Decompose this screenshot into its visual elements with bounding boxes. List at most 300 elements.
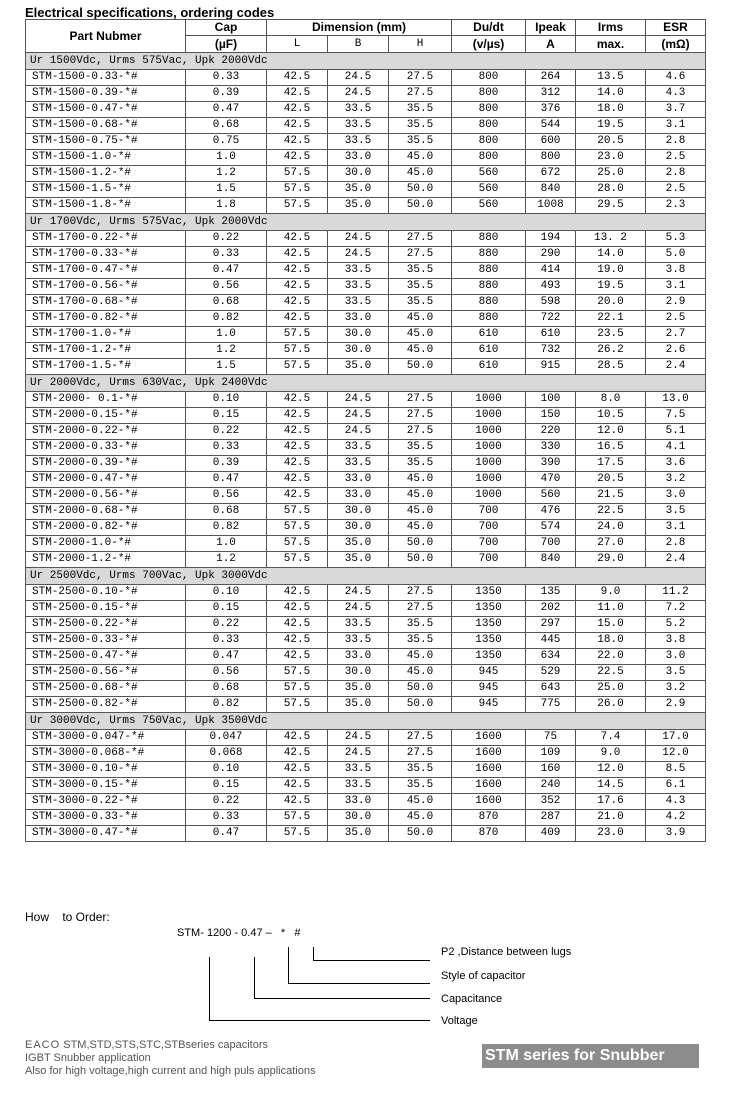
width-cell: 30.0 [328,810,389,826]
brand-logo: EACO [25,1039,61,1051]
style-connector-vertical [288,947,289,983]
height-cell: 50.0 [389,552,452,568]
table-row [26,263,706,279]
ipeak-cell: 493 [526,279,576,295]
ipeak-cell: 445 [526,633,576,649]
length-cell: 42.5 [267,279,328,295]
cap-cell: 0.47 [186,649,267,665]
irms-cell: 16.5 [576,440,646,456]
irms-cell: 28.0 [576,182,646,198]
irms-cell: 14.0 [576,86,646,102]
length-cell: 57.5 [267,504,328,520]
length-cell: 42.5 [267,794,328,810]
header-b: B [328,36,389,53]
irms-cell: 29.5 [576,198,646,214]
width-cell: 33.5 [328,279,389,295]
dudt-cell: 870 [452,810,526,826]
width-cell: 24.5 [328,585,389,601]
cap-cell: 0.15 [186,408,267,424]
part-number-cell: STM-3000-0.068-*# [26,746,186,762]
height-cell: 45.0 [389,472,452,488]
esr-cell: 5.3 [646,231,706,247]
dudt-cell: 560 [452,166,526,182]
ipeak-cell: 287 [526,810,576,826]
irms-cell: 19.5 [576,279,646,295]
part-number-cell: STM-1500-0.47-*# [26,102,186,118]
part-number-cell: STM-2000-1.2-*# [26,552,186,568]
dudt-cell: 1350 [452,633,526,649]
section-header-row [26,713,706,730]
table-row [26,198,706,214]
footer-line-usage: Also for high voltage,high current and high puls applications [25,1065,316,1077]
esr-cell: 3.8 [646,263,706,279]
height-cell: 35.5 [389,279,452,295]
irms-cell: 14.0 [576,247,646,263]
cap-cell: 0.68 [186,118,267,134]
length-cell: 57.5 [267,520,328,536]
part-number-cell: STM-1700-0.22-*# [26,231,186,247]
label-capacitance: Capacitance [441,993,503,1005]
height-cell: 45.0 [389,327,452,343]
dudt-cell: 800 [452,134,526,150]
table-row [26,440,706,456]
ipeak-cell: 194 [526,231,576,247]
cap-cell: 0.22 [186,424,267,440]
ipeak-cell: 775 [526,697,576,713]
length-cell: 42.5 [267,102,328,118]
footer-series-text: STM,STD,STS,STC,STBseries capacitors [60,1039,269,1051]
width-cell: 35.0 [328,552,389,568]
cap-cell: 0.15 [186,601,267,617]
dudt-cell: 610 [452,327,526,343]
height-cell: 35.5 [389,295,452,311]
part-number-cell: STM-3000-0.33-*# [26,810,186,826]
height-cell: 27.5 [389,730,452,746]
section-label: Ur 1700Vdc, Urms 575Vac, Upk 2000Vdc [26,214,706,231]
width-cell: 33.5 [328,263,389,279]
dudt-cell: 880 [452,231,526,247]
header-dudt-unit: (v/µs) [452,36,526,53]
footer-line-application: IGBT Snubber application [25,1052,151,1064]
table-row [26,585,706,601]
esr-cell: 2.9 [646,295,706,311]
cap-cell: 0.68 [186,681,267,697]
ipeak-cell: 150 [526,408,576,424]
table-row [26,633,706,649]
height-cell: 35.5 [389,778,452,794]
height-cell: 27.5 [389,746,452,762]
esr-cell: 7.2 [646,601,706,617]
cap-cell: 0.47 [186,472,267,488]
irms-cell: 20.5 [576,134,646,150]
ipeak-cell: 297 [526,617,576,633]
length-cell: 42.5 [267,424,328,440]
length-cell: 42.5 [267,488,328,504]
table-row [26,665,706,681]
length-cell: 57.5 [267,681,328,697]
irms-cell: 29.0 [576,552,646,568]
length-cell: 42.5 [267,633,328,649]
cap-cell: 0.56 [186,279,267,295]
part-number-cell: STM-1500-1.5-*# [26,182,186,198]
height-cell: 27.5 [389,247,452,263]
table-row [26,472,706,488]
width-cell: 24.5 [328,86,389,102]
height-cell: 50.0 [389,182,452,198]
width-cell: 30.0 [328,343,389,359]
voltage-connector-vertical [209,957,210,1020]
length-cell: 42.5 [267,762,328,778]
length-cell: 42.5 [267,86,328,102]
width-cell: 33.0 [328,488,389,504]
esr-cell: 2.4 [646,552,706,568]
length-cell: 42.5 [267,456,328,472]
cap-cell: 0.39 [186,86,267,102]
length-cell: 57.5 [267,343,328,359]
series-banner: STM series for Snubber [482,1044,699,1068]
dudt-cell: 1000 [452,488,526,504]
dudt-cell: 880 [452,247,526,263]
dudt-cell: 1350 [452,585,526,601]
header-l: L [267,36,328,53]
width-cell: 24.5 [328,70,389,86]
esr-cell: 3.5 [646,504,706,520]
dudt-cell: 945 [452,665,526,681]
part-number-cell: STM-1700-0.33-*# [26,247,186,263]
dudt-cell: 1000 [452,456,526,472]
irms-cell: 12.0 [576,424,646,440]
ipeak-cell: 135 [526,585,576,601]
width-cell: 35.0 [328,697,389,713]
dudt-cell: 800 [452,118,526,134]
dudt-cell: 700 [452,552,526,568]
esr-cell: 2.4 [646,359,706,375]
height-cell: 35.5 [389,762,452,778]
irms-cell: 26.0 [576,697,646,713]
dudt-cell: 1000 [452,408,526,424]
esr-cell: 2.6 [646,343,706,359]
height-cell: 35.5 [389,617,452,633]
length-cell: 42.5 [267,263,328,279]
ipeak-cell: 470 [526,472,576,488]
esr-cell: 3.2 [646,472,706,488]
irms-cell: 7.4 [576,730,646,746]
ipeak-cell: 476 [526,504,576,520]
width-cell: 33.5 [328,440,389,456]
width-cell: 24.5 [328,746,389,762]
part-number-cell: STM-2000-0.47-*# [26,472,186,488]
dudt-cell: 560 [452,182,526,198]
esr-cell: 13.0 [646,392,706,408]
width-cell: 33.5 [328,102,389,118]
dudt-cell: 1350 [452,617,526,633]
header-ipeak-unit: A [526,36,576,53]
length-cell: 57.5 [267,198,328,214]
esr-cell: 6.1 [646,778,706,794]
part-number-cell: STM-2000- 0.1-*# [26,392,186,408]
irms-cell: 27.0 [576,536,646,552]
dudt-cell: 945 [452,697,526,713]
length-cell: 57.5 [267,826,328,842]
irms-cell: 28.5 [576,359,646,375]
header-irms-unit: max. [576,36,646,53]
cap-cell: 0.33 [186,633,267,649]
cap-cell: 0.10 [186,392,267,408]
irms-cell: 18.0 [576,633,646,649]
dudt-cell: 1350 [452,649,526,665]
length-cell: 42.5 [267,746,328,762]
table-row [26,343,706,359]
table-row [26,424,706,440]
part-number-cell: STM-2000-0.33-*# [26,440,186,456]
ipeak-cell: 220 [526,424,576,440]
cap-cell: 0.82 [186,697,267,713]
table-row [26,408,706,424]
dudt-cell: 1600 [452,794,526,810]
header-irms: Irms [576,20,646,36]
width-cell: 35.0 [328,198,389,214]
part-number-cell: STM-2500-0.15-*# [26,601,186,617]
dudt-cell: 1600 [452,730,526,746]
length-cell: 57.5 [267,327,328,343]
cap-cell: 0.10 [186,585,267,601]
dudt-cell: 945 [452,681,526,697]
ipeak-cell: 574 [526,520,576,536]
part-number-cell: STM-2500-0.82-*# [26,697,186,713]
height-cell: 35.5 [389,118,452,134]
irms-cell: 22.5 [576,504,646,520]
cap-cell: 1.0 [186,150,267,166]
dudt-cell: 880 [452,295,526,311]
table-row [26,730,706,746]
header-cap: Cap [186,20,267,36]
length-cell: 42.5 [267,295,328,311]
dudt-cell: 1000 [452,424,526,440]
section-label: Ur 2000Vdc, Urms 630Vac, Upk 2400Vdc [26,375,706,392]
cap-cell: 0.33 [186,247,267,263]
width-cell: 24.5 [328,231,389,247]
dudt-cell: 800 [452,102,526,118]
length-cell: 42.5 [267,649,328,665]
table-row [26,697,706,713]
header-cap-unit: (µF) [186,36,267,53]
width-cell: 30.0 [328,327,389,343]
esr-cell: 3.7 [646,102,706,118]
width-cell: 35.0 [328,359,389,375]
length-cell: 57.5 [267,665,328,681]
header-h: H [389,36,452,53]
width-cell: 33.5 [328,762,389,778]
length-cell: 42.5 [267,778,328,794]
order-code-example: STM- 1200 - 0.47 – * # [177,927,301,939]
height-cell: 27.5 [389,585,452,601]
footer-line-series [25,1039,315,1052]
height-cell: 45.0 [389,520,452,536]
esr-cell: 2.5 [646,182,706,198]
irms-cell: 23.5 [576,327,646,343]
cap-cell: 1.2 [186,343,267,359]
irms-cell: 9.0 [576,585,646,601]
label-style: Style of capacitor [441,970,526,982]
ipeak-cell: 800 [526,150,576,166]
cap-cell: 0.39 [186,456,267,472]
style-connector-horizontal [288,983,430,984]
height-cell: 45.0 [389,166,452,182]
length-cell: 42.5 [267,118,328,134]
table-row [26,86,706,102]
part-number-cell: STM-2000-0.82-*# [26,520,186,536]
dudt-cell: 800 [452,150,526,166]
header-ipeak: Ipeak [526,20,576,36]
esr-cell: 2.9 [646,697,706,713]
esr-cell: 4.3 [646,794,706,810]
length-cell: 42.5 [267,408,328,424]
cap-cell: 0.56 [186,488,267,504]
table-row [26,536,706,552]
height-cell: 35.5 [389,134,452,150]
part-number-cell: STM-3000-0.47-*# [26,826,186,842]
width-cell: 33.5 [328,617,389,633]
width-cell: 30.0 [328,665,389,681]
table-row [26,552,706,568]
irms-cell: 17.6 [576,794,646,810]
table-row [26,681,706,697]
part-number-cell: STM-1500-1.0-*# [26,150,186,166]
dudt-cell: 800 [452,86,526,102]
ipeak-cell: 1008 [526,198,576,214]
ipeak-cell: 600 [526,134,576,150]
ipeak-cell: 732 [526,343,576,359]
irms-cell: 21.5 [576,488,646,504]
cap-cell: 0.33 [186,440,267,456]
table-row [26,166,706,182]
table-row [26,295,706,311]
ipeak-cell: 390 [526,456,576,472]
length-cell: 42.5 [267,247,328,263]
height-cell: 35.5 [389,633,452,649]
table-row [26,778,706,794]
cap-cell: 0.82 [186,311,267,327]
dudt-cell: 870 [452,826,526,842]
length-cell: 42.5 [267,617,328,633]
height-cell: 27.5 [389,70,452,86]
p2-connector-horizontal [313,960,430,961]
irms-cell: 20.5 [576,472,646,488]
cap-cell: 1.0 [186,327,267,343]
length-cell: 57.5 [267,182,328,198]
ipeak-cell: 312 [526,86,576,102]
table-row [26,649,706,665]
esr-cell: 2.8 [646,536,706,552]
table-row [26,826,706,842]
height-cell: 50.0 [389,697,452,713]
part-number-cell: STM-2000-0.15-*# [26,408,186,424]
irms-cell: 19.0 [576,263,646,279]
esr-cell: 3.1 [646,118,706,134]
width-cell: 30.0 [328,166,389,182]
table-row [26,504,706,520]
capacitance-connector-vertical [254,957,255,998]
height-cell: 45.0 [389,311,452,327]
part-number-cell: STM-1700-1.2-*# [26,343,186,359]
cap-cell: 0.15 [186,778,267,794]
cap-cell: 0.22 [186,231,267,247]
cap-cell: 0.47 [186,826,267,842]
footer [25,1039,315,1078]
irms-cell: 25.0 [576,681,646,697]
header-esr-unit: (mΩ) [646,36,706,53]
section-header-row [26,53,706,70]
esr-cell: 3.1 [646,520,706,536]
width-cell: 24.5 [328,730,389,746]
table-row [26,392,706,408]
p2-connector-vertical [313,947,314,960]
part-number-cell: STM-2000-0.22-*# [26,424,186,440]
part-number-cell: STM-3000-0.10-*# [26,762,186,778]
cap-cell: 0.47 [186,102,267,118]
table-row [26,746,706,762]
height-cell: 27.5 [389,392,452,408]
height-cell: 45.0 [389,504,452,520]
ipeak-cell: 700 [526,536,576,552]
table-row [26,182,706,198]
ipeak-cell: 643 [526,681,576,697]
dudt-cell: 1000 [452,392,526,408]
cap-cell: 0.33 [186,70,267,86]
length-cell: 42.5 [267,472,328,488]
irms-cell: 26.2 [576,343,646,359]
dudt-cell: 880 [452,279,526,295]
table-row [26,70,706,86]
dudt-cell: 610 [452,343,526,359]
part-number-cell: STM-3000-0.15-*# [26,778,186,794]
height-cell: 27.5 [389,231,452,247]
section-header-row [26,568,706,585]
length-cell: 57.5 [267,536,328,552]
part-number-cell: STM-1500-0.68-*# [26,118,186,134]
height-cell: 27.5 [389,601,452,617]
length-cell: 42.5 [267,585,328,601]
ipeak-cell: 915 [526,359,576,375]
table-row [26,601,706,617]
esr-cell: 2.8 [646,134,706,150]
dudt-cell: 800 [452,70,526,86]
esr-cell: 4.1 [646,440,706,456]
part-number-cell: STM-2500-0.33-*# [26,633,186,649]
header-dimension: Dimension (mm) [267,20,452,36]
width-cell: 24.5 [328,247,389,263]
label-voltage: Voltage [441,1015,478,1027]
part-number-cell: STM-2500-0.68-*# [26,681,186,697]
irms-cell: 24.0 [576,520,646,536]
width-cell: 33.0 [328,472,389,488]
esr-cell: 4.6 [646,70,706,86]
esr-cell: 3.2 [646,681,706,697]
table-row [26,150,706,166]
esr-cell: 11.2 [646,585,706,601]
irms-cell: 23.0 [576,826,646,842]
part-number-cell: STM-1700-0.68-*# [26,295,186,311]
length-cell: 42.5 [267,601,328,617]
section-label: Ur 3000Vdc, Urms 750Vac, Upk 3500Vdc [26,713,706,730]
height-cell: 27.5 [389,86,452,102]
irms-cell: 11.0 [576,601,646,617]
dudt-cell: 700 [452,504,526,520]
part-number-cell: STM-1700-0.56-*# [26,279,186,295]
esr-cell: 2.5 [646,150,706,166]
height-cell: 50.0 [389,536,452,552]
table-row [26,327,706,343]
